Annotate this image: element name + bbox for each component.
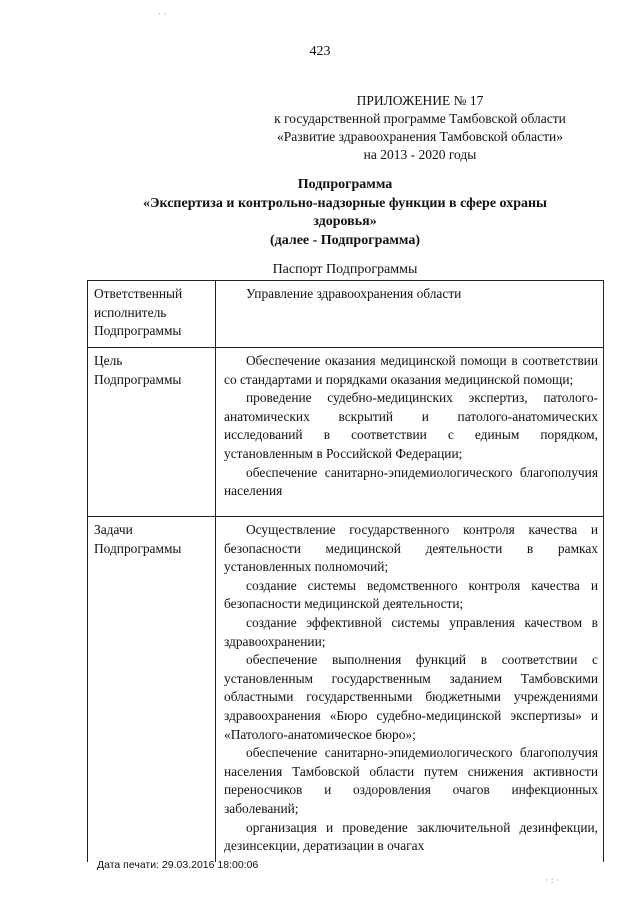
row-item: создание эффективной системы управления качеством в здравоохранении; <box>224 614 598 649</box>
row-item: организация и проведение заключительной дезинфекции, дезинсекции, дератизации в очагах <box>224 819 598 854</box>
row-item: обеспечение санитарно-эпидемиологического благополучия населения Тамбовской области путем снижения активности переносчиков и оздоровления очагов инфекционных заболеваний; <box>224 745 598 816</box>
page-number: 423 <box>309 44 331 59</box>
row-label: Ответственный исполнитель Подпрограммы <box>88 281 216 348</box>
subprogram-label: Подпрограмма <box>297 177 393 192</box>
appendix-header <box>230 92 610 164</box>
row-content <box>216 348 604 517</box>
subprogram-name-line2: здоровья» <box>313 214 377 229</box>
appendix-program-name: «Развитие здравоохранения Тамбовской области» <box>276 129 563 144</box>
row-item: Осуществление государственного контроля качества и безопасности медицинской деятельности в рамках установленных полномочий; <box>224 522 598 575</box>
table-row-executor <box>88 281 604 348</box>
row-item: Обеспечение оказания медицинской помощи в соответствии со стандартами и порядками оказания медицинской помощи; <box>224 353 598 387</box>
scan-noise: · : · <box>545 876 560 886</box>
subprogram-heading <box>80 176 610 250</box>
table-row-goal <box>88 348 604 517</box>
appendix-period: на 2013 - 2020 годы <box>363 147 477 162</box>
appendix-title: ПРИЛОЖЕНИЕ № 17 <box>356 93 484 108</box>
row-content <box>216 281 604 348</box>
row-content <box>216 517 604 862</box>
subprogram-name-line1: «Экспертиза и контрольно-надзорные функции в сфере охраны <box>143 195 547 211</box>
scan-noise: · · <box>158 10 167 20</box>
row-item: Управление здравоохранения области <box>246 286 462 301</box>
row-label: Цель Подпрограммы <box>88 348 216 517</box>
subprogram-abbrev: (далее - Подпрограмма) <box>269 232 420 248</box>
row-item: обеспечение санитарно-эпидемиологического благополучия населения <box>224 464 598 499</box>
passport-title: Паспорт Подпрограммы <box>272 262 418 277</box>
passport-table <box>87 280 604 862</box>
appendix-program-line: к государственной программе Тамбовской области <box>274 111 566 126</box>
table-row-tasks <box>88 517 604 862</box>
row-item: проведение судебно-медицинских экспертиз, патолого-анатомических вскрытий и патолого-анатомических исследований в соответствии с единым порядком, установленным в Российской Федерации; <box>224 390 598 461</box>
print-date: Дата печати: 29.03.2016 18:00:06 <box>97 859 259 871</box>
row-item: обеспечение выполнения функций в соответствии с установленным государственным заданием Тамбовскими областными государственными бюджетными учреждениями здравоохранения «Бюро судебно-медицинской экспертизы» и «Патолого-анатомическое бюро»; <box>224 652 598 742</box>
row-item: создание системы ведомственного контроля качества и безопасности медицинской деятельности; <box>224 577 598 612</box>
row-label: Задачи Подпрограммы <box>88 517 216 862</box>
